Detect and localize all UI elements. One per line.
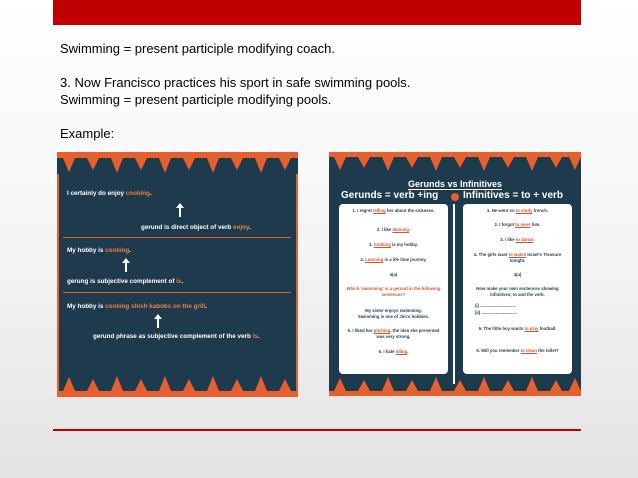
note-1: gerund is direct object of verb enjoy. (141, 224, 251, 231)
gerund-example-image (57, 152, 298, 397)
list-item: 2. I forgot to meet him. (494, 222, 541, 227)
leaf-border-bottom (57, 375, 298, 397)
sentence-1: I certainly do enjoy cooking. (67, 190, 152, 197)
note-3: gerund phrase as subjective complement of the verb is. (93, 333, 260, 340)
divider (63, 292, 291, 293)
list-item: 6. Will you remember to clean the toilet? (476, 348, 559, 353)
body-line: Swimming = present participle modifying coach. (60, 41, 335, 56)
list-item: 6. I hate idling. (378, 349, 409, 354)
leaf-border-top (329, 152, 581, 172)
list-item: 1. He went on to study french. (486, 208, 549, 213)
list-item: 4. Learning is a life time journey. (360, 257, 427, 262)
list-item: 4. The girls want to watch Israel's Treasure tonight. (473, 252, 562, 263)
infinitives-column (463, 204, 572, 374)
footer-rule (53, 429, 581, 431)
list-item: 3. Cooking is my hobby. (368, 242, 419, 247)
center-bullet (451, 193, 459, 201)
blank-line: (ii) .............................. (475, 310, 518, 315)
up-arrow-icon (121, 257, 131, 273)
blank-line: (i) .............................. (475, 303, 517, 308)
body-line: Swimming = present participle modifying pools. (60, 92, 332, 107)
gerunds-heading: Gerunds = verb +ing (341, 190, 439, 201)
gerunds-vs-infinitives-image (329, 152, 581, 396)
slide-body-text (60, 40, 580, 142)
up-arrow-icon (153, 313, 163, 329)
infinitives-heading: Infinitives = to + verb (463, 190, 564, 201)
example: Swimming is one of Jim's hobbies. (357, 314, 430, 319)
infographic-title: Gerunds vs Infinitives (407, 179, 503, 189)
list-item: 3. I like to dance. (500, 237, 535, 242)
list-item: 4(a) (389, 272, 398, 277)
gerunds-column (339, 204, 448, 374)
sentence-2: My hobby is cooking. (67, 247, 132, 254)
list-item: 4(a) (513, 272, 522, 277)
list-item: 2. I like dancing. (376, 227, 411, 232)
up-arrow-icon (175, 202, 185, 218)
header-accent-band (53, 0, 581, 25)
leaf-border-bottom (329, 376, 581, 396)
list-item: 1. I regret telling her about the sickness. (352, 208, 435, 213)
body-line: 3. Now Francisco practices his sport in safe swimming pools. (60, 75, 411, 90)
list-item: 5. I liked her pitching, the idea she presented was very strong. (347, 328, 440, 339)
leaf-border-top (57, 152, 298, 174)
sentence-3: My hobby is cooking shish kabobs on the grill. (67, 303, 207, 310)
note-2: gerung is subjective complement of is. (67, 278, 184, 285)
question: Which 'swimming' is a gerund in the following sentences? (346, 286, 441, 297)
example: My sister enjoys swimming. (365, 308, 422, 313)
body-line (60, 108, 580, 125)
list-item: 5. The little boy wants to play football. (478, 326, 557, 331)
column-divider (453, 204, 455, 384)
divider (63, 237, 291, 238)
example-label: Example: (60, 126, 115, 141)
body-line (60, 57, 580, 74)
prompt: Now make your own sentences showing infinitives; to and the verb. (476, 286, 559, 297)
